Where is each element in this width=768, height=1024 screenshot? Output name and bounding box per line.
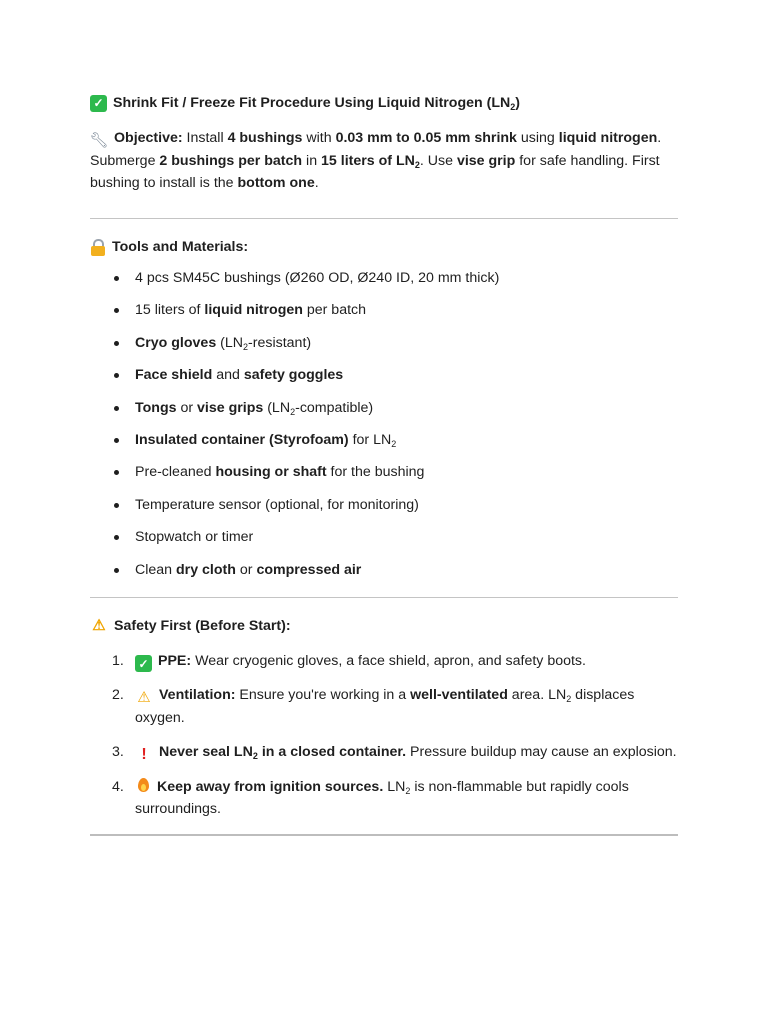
list-item: 4 pcs SM45C bushings (Ø260 OD, Ø240 ID, 20 mm thick) — [90, 267, 678, 289]
list-number: 3. — [112, 744, 124, 761]
list-item: 3. ! Never seal $LN_2$ in a closed container. Pressure buildup may cause an explosion. — [90, 741, 678, 764]
list-item: Pre-cleaned housing or shaft for the bushing — [90, 461, 678, 483]
list-number: 1. — [112, 652, 124, 669]
objective-paragraph: 🔧︎ Objective: Install 4 bushings with 0.03 mm to 0.05 mm shrink using liquid nitrogen. Submerge 2 bushings per batch in 15 liters of $LN_2$. Use vise grip for safe handling. First bushing to install is the bottom one. — [89, 130, 662, 191]
list-item: Tongs or vise grips $(LN_2-compatible)$ — [90, 397, 678, 419]
tools-list — [90, 267, 678, 581]
list-number: 2. — [112, 687, 124, 704]
check-mark-button-icon: ✓ — [135, 655, 152, 672]
title-text: Shrink Fit / Freeze Fit Procedure Using Liquid Nitrogen $(LN_2)$ — [113, 95, 521, 112]
list-item: Stopwatch or timer — [90, 526, 678, 548]
fire-icon — [135, 776, 151, 794]
exclamation-mark-icon: ! — [141, 746, 147, 764]
list-item: Face shield and safety goggles — [90, 364, 678, 386]
list-item: 1. ✓ PPE: Wear cryogenic gloves, a face shield, apron, and safety boots. — [90, 650, 678, 673]
list-item: 2. ⚠ Ventilation: Ensure you're working in a well-ventilated area. $LN_2$ displaces oxygen. — [90, 684, 678, 729]
list-item: 4. Keep away from ignition sources. $LN_2$ is non-flammable but rapidly cools surroundings. — [90, 776, 678, 820]
warning-icon: ⚠ — [137, 689, 151, 707]
safety-list — [90, 650, 678, 821]
safety-heading: ⚠ Safety First (Before Start): — [90, 615, 678, 637]
locked-with-key-icon — [90, 238, 106, 256]
list-item: 15 liters of liquid nitrogen per batch — [90, 299, 678, 321]
divider — [90, 218, 678, 219]
list-item: Temperature sensor (optional, for monitoring) — [90, 494, 678, 516]
divider — [90, 834, 678, 836]
list-item: Cryo gloves $(LN_2-resistant)$ — [90, 332, 678, 354]
tools-heading: Tools and Materials: — [90, 236, 678, 258]
document — [90, 92, 678, 836]
list-number: 4. — [112, 779, 124, 796]
warning-icon: ⚠ — [92, 616, 106, 634]
divider — [90, 597, 678, 598]
list-item: Clean dry cloth or compressed air — [90, 559, 678, 581]
page-title — [90, 92, 678, 114]
check-mark-button-icon: ✓ — [90, 95, 107, 112]
wrench-icon: 🔧︎ — [89, 132, 109, 149]
list-item: Insulated container (Styrofoam) for $LN_2$ — [90, 429, 678, 451]
